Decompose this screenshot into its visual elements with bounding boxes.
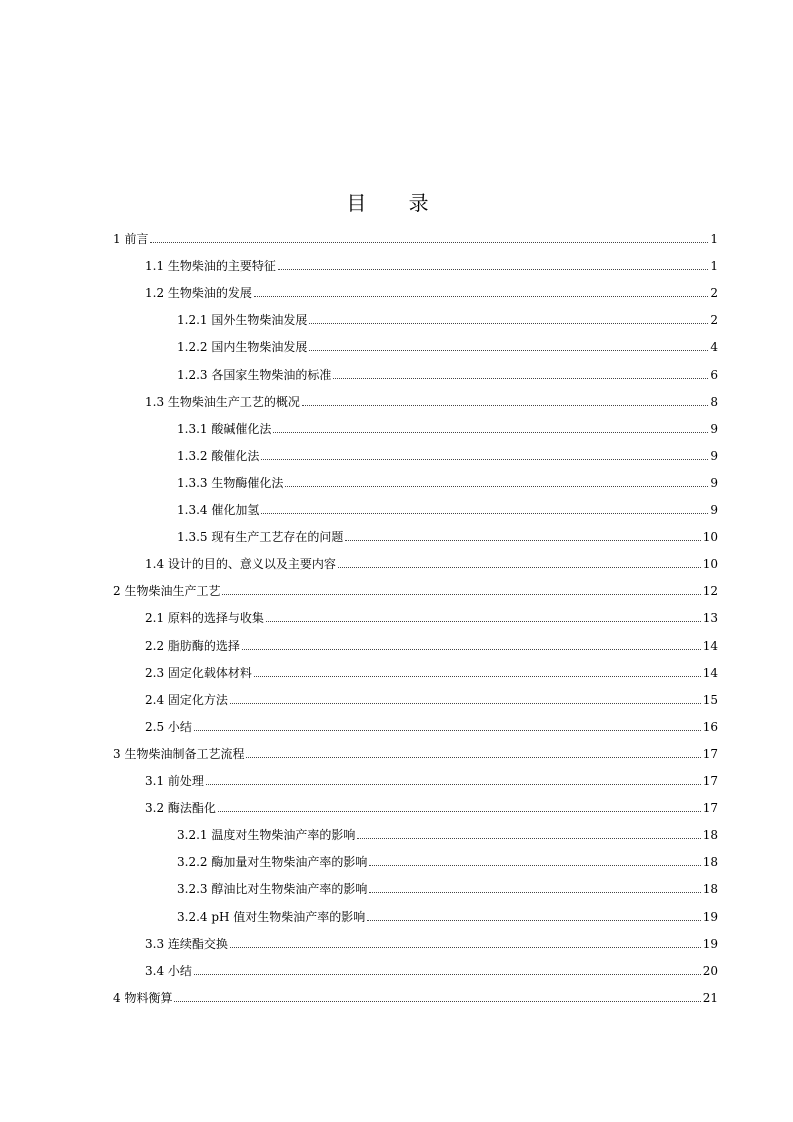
toc-entry[interactable] [145, 634, 718, 654]
toc-entry-label: 1.2 生物柴油的发展 [145, 286, 252, 301]
toc-entry[interactable] [177, 850, 718, 870]
toc-entry-page-number: 14 [702, 638, 718, 653]
toc-dot-leader [309, 350, 708, 351]
toc-entry-label: 2.3 固定化载体材料 [145, 665, 252, 680]
toc-entry[interactable] [145, 688, 718, 708]
toc-entry-page-number: 1 [710, 259, 718, 274]
toc-entry[interactable] [177, 877, 718, 897]
toc-dot-leader [254, 296, 708, 297]
toc-entry-page-number: 18 [702, 828, 718, 843]
toc-entry-label: 1.2.1 国外生物柴油发展 [177, 313, 308, 328]
toc-entry[interactable] [145, 715, 718, 735]
toc-entry-label: 3.1 前处理 [145, 774, 204, 788]
toc-entry-label: 3 生物柴油制备工艺流程 [113, 746, 245, 761]
toc-entry-label: 1.3.4 催化加氢 [177, 503, 260, 517]
toc-entry-label: 1.3.3 生物酶催化法 [177, 475, 284, 490]
toc-dot-leader [218, 811, 701, 812]
toc-entry-page-number: 1 [710, 232, 718, 246]
toc-dot-leader [246, 757, 700, 758]
toc-entry-page-number: 13 [702, 611, 718, 626]
toc-entry-label: 1.3 生物柴油生产工艺的概况 [145, 394, 300, 409]
toc-dot-leader [278, 269, 708, 270]
toc-entry-page-number: 9 [710, 448, 718, 463]
toc-dot-leader [242, 649, 701, 650]
toc-dot-leader [150, 242, 708, 243]
toc-entry-label: 1.3.5 现有生产工艺存在的问题 [177, 530, 344, 545]
toc-entry-label: 2 生物柴油生产工艺 [113, 584, 221, 599]
toc-entry[interactable] [177, 498, 718, 518]
toc-entry[interactable] [145, 552, 718, 572]
toc-entry-page-number: 17 [702, 774, 718, 788]
toc-dot-leader [254, 676, 701, 677]
toc-entry-label: 3.2.4 pH 值对生物柴油产率的影响 [177, 909, 366, 924]
toc-entry-label: 2.5 小结 [145, 719, 192, 734]
toc-entry-page-number: 17 [702, 801, 718, 816]
toc-entry-page-number: 18 [702, 855, 718, 870]
toc-dot-leader [333, 378, 708, 379]
toc-entry[interactable] [177, 335, 718, 355]
toc-entry-page-number: 2 [710, 286, 718, 301]
toc-dot-leader [194, 974, 701, 975]
toc-entry-page-number: 19 [702, 909, 718, 924]
toc-entry[interactable] [113, 227, 718, 247]
toc-dot-leader [230, 947, 701, 948]
toc-entry[interactable] [145, 281, 718, 301]
toc-entry-page-number: 21 [702, 990, 718, 1005]
toc-dot-leader [230, 703, 701, 704]
toc-entry[interactable] [177, 444, 718, 464]
toc-entry-page-number: 9 [710, 421, 718, 436]
toc-entry[interactable] [145, 796, 718, 816]
toc-entry-label: 4 物料衡算 [113, 990, 173, 1005]
toc-entry[interactable] [177, 363, 718, 383]
toc-entry-page-number: 16 [702, 719, 718, 734]
toc-entry-page-number: 14 [702, 665, 718, 680]
toc-dot-leader [206, 784, 701, 785]
toc-entry[interactable] [177, 905, 718, 925]
toc-entry[interactable] [145, 661, 718, 681]
toc-entry[interactable] [177, 471, 718, 491]
toc-entry-label: 2.2 脂肪酶的选择 [145, 638, 240, 653]
toc-entry[interactable] [145, 959, 718, 979]
toc-entry-label: 3.2.3 醇油比对生物柴油产率的影响 [177, 882, 368, 897]
toc-entry-page-number: 9 [710, 475, 718, 490]
toc-entry[interactable] [177, 823, 718, 843]
toc-dot-leader [369, 892, 700, 893]
toc-entry-label: 3.3 连续酯交换 [145, 936, 228, 951]
toc-entry-page-number: 20 [702, 963, 718, 978]
toc-entry[interactable] [145, 769, 718, 789]
toc-entry-page-number: 10 [702, 530, 718, 545]
toc-dot-leader [338, 567, 701, 568]
toc-entry[interactable] [177, 525, 718, 545]
toc-dot-leader [261, 459, 708, 460]
toc-entry-page-number: 4 [710, 340, 718, 355]
toc-entry-label: 1.3.2 酸催化法 [177, 448, 260, 463]
toc-dot-leader [273, 432, 708, 433]
toc-entry-label: 2.1 原料的选择与收集 [145, 611, 264, 626]
toc-entry-label: 3.2.1 温度对生物柴油产率的影响 [177, 828, 356, 843]
toc-entry-label: 1.3.1 酸碱催化法 [177, 421, 272, 436]
toc-entry-page-number: 12 [702, 584, 718, 599]
toc-dot-leader [194, 730, 701, 731]
toc-entry[interactable] [113, 986, 718, 1006]
toc-entry-page-number: 9 [710, 503, 718, 517]
toc-entry-page-number: 19 [702, 936, 718, 951]
toc-entry-label: 1.2.3 各国家生物柴油的标准 [177, 367, 332, 382]
toc-entry-page-number: 10 [702, 557, 718, 572]
toc-dot-leader [222, 594, 700, 595]
toc-entry[interactable] [145, 390, 718, 410]
toc-entry[interactable] [145, 606, 718, 626]
toc-entry[interactable] [177, 308, 718, 328]
toc-entry-label: 2.4 固定化方法 [145, 692, 228, 707]
toc-dot-leader [174, 1001, 700, 1002]
toc-dot-leader [369, 865, 700, 866]
toc-entry-page-number: 15 [702, 692, 718, 707]
toc-entry-label: 1.4 设计的目的、意义以及主要内容 [145, 557, 336, 572]
toc-entry-label: 1 前言 [113, 232, 149, 246]
toc-entry-page-number: 8 [710, 394, 718, 409]
toc-dot-leader [285, 486, 708, 487]
toc-entry-label: 3.2 酶法酯化 [145, 801, 216, 816]
toc-entry[interactable] [145, 932, 718, 952]
toc-entry-page-number: 6 [710, 367, 718, 382]
toc-dot-leader [357, 838, 700, 839]
toc-entry[interactable] [145, 254, 718, 274]
toc-entry[interactable] [113, 742, 718, 762]
toc-dot-leader [266, 621, 701, 622]
toc-dot-leader [309, 323, 708, 324]
page-title: 目 录 [346, 191, 447, 215]
toc-entry-label: 3.2.2 酶加量对生物柴油产率的影响 [177, 855, 368, 870]
toc-dot-leader [345, 540, 700, 541]
toc-entry-label: 1.2.2 国内生物柴油发展 [177, 340, 308, 355]
toc-entry-page-number: 18 [702, 882, 718, 897]
toc-dot-leader [261, 513, 708, 514]
toc-dot-leader [367, 920, 700, 921]
toc-dot-leader [302, 405, 708, 406]
toc-entry-page-number: 17 [702, 746, 718, 761]
toc-entry-label: 3.4 小结 [145, 963, 192, 978]
toc-entry-label: 1.1 生物柴油的主要特征 [145, 259, 276, 274]
toc-entry-page-number: 2 [710, 313, 718, 328]
toc-entry[interactable] [113, 579, 718, 599]
toc-entry[interactable] [177, 417, 718, 437]
